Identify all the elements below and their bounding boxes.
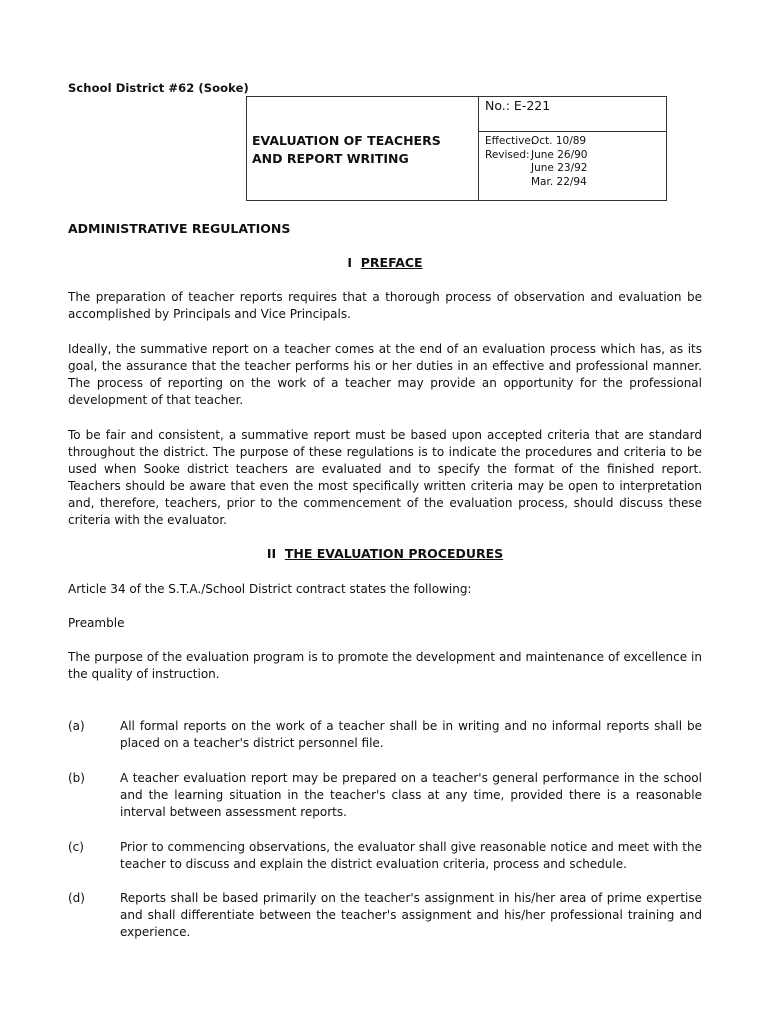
preamble-text: The purpose of the evaluation program is to promote the development and maintenance of excellence in the quality of instruction. (68, 650, 702, 681)
date-row (485, 135, 587, 149)
heading-numeral: I (347, 255, 353, 270)
item-text: A teacher evaluation report may be prepared on a teacher's general performance in the school and the learning situation in the teacher's class at any time, provided there is a reasonable interval between assessment reports. (120, 771, 702, 819)
date-label: Effective: (485, 135, 535, 147)
list-item (68, 839, 702, 873)
article-intro: Article 34 of the S.T.A./School District contract states the following: (68, 582, 472, 596)
list-item (68, 770, 702, 821)
item-text: All formal reports on the work of a teacher shall be in writing and no informal reports shall be placed on a teacher's district personnel file. (120, 719, 702, 750)
date-row (485, 176, 587, 190)
date-label (485, 176, 531, 190)
document-title (252, 132, 472, 168)
item-letter: (b) (68, 771, 85, 785)
title-line-2: AND REPORT WRITING (252, 151, 409, 166)
doc-number: No.: E-221 (485, 98, 551, 113)
date-row (485, 162, 587, 176)
header-right-border (666, 131, 667, 201)
revision-dates (485, 135, 587, 189)
date-label (485, 162, 531, 176)
list-item (68, 718, 702, 752)
title-line-1: EVALUATION OF TEACHERS (252, 133, 441, 148)
item-text: Prior to commencing observations, the evaluator shall give reasonable notice and meet with the teacher to discuss and explain the district evaluation criteria, process and schedule. (120, 840, 702, 871)
date-value: Oct. 10/89 (531, 135, 587, 147)
preamble-label: Preamble (68, 616, 125, 630)
date-row (485, 149, 587, 163)
preface-heading (0, 255, 770, 270)
item-text: Reports shall be based primarily on the teacher's assignment in his/her area of prime expertise and shall differentiate between the teacher's assignment and his/her professional training and experience. (120, 891, 702, 939)
heading-numeral: II (266, 546, 277, 561)
date-value: June 23/92 (531, 162, 588, 174)
item-letter: (d) (68, 891, 85, 905)
list-item (68, 890, 702, 941)
heading-title: THE EVALUATION PROCEDURES (284, 546, 504, 561)
date-value: June 26/90 (531, 148, 588, 161)
paragraph: To be fair and consistent, a summative report must be based upon accepted criteria that are standard throughout the district. The purpose of these regulations is to indicate the procedures and criteria to be used when Sooke district teachers are evaluated and to specify the format of the finished report. Teachers should be aware that even the most specifically written criteria may be open to interpretation and, therefore, teachers, prior to the commencement of the evaluation process, should discuss these criteria with the evaluator. (68, 428, 702, 527)
date-value: Mar. 22/94 (531, 175, 587, 188)
paragraph: Ideally, the summative report on a teacher comes at the end of an evaluation process which has, as its goal, the assurance that the teacher performs his or her duties in an effective and professional manner. The process of reporting on the work of a teacher may provide an opportunity for the professional development of that teacher. (68, 342, 702, 407)
section-label: ADMINISTRATIVE REGULATIONS (68, 221, 291, 236)
item-letter: (a) (68, 719, 85, 733)
district-name: School District #62 (Sooke) (68, 81, 249, 95)
paragraph: The preparation of teacher reports requires that a thorough process of observation and evaluation be accomplished by Principals and Vice Principals. (68, 290, 702, 321)
item-letter: (c) (68, 840, 84, 854)
date-label: Revised: (485, 148, 530, 161)
heading-title: PREFACE (360, 255, 423, 270)
procedures-heading (0, 546, 770, 561)
